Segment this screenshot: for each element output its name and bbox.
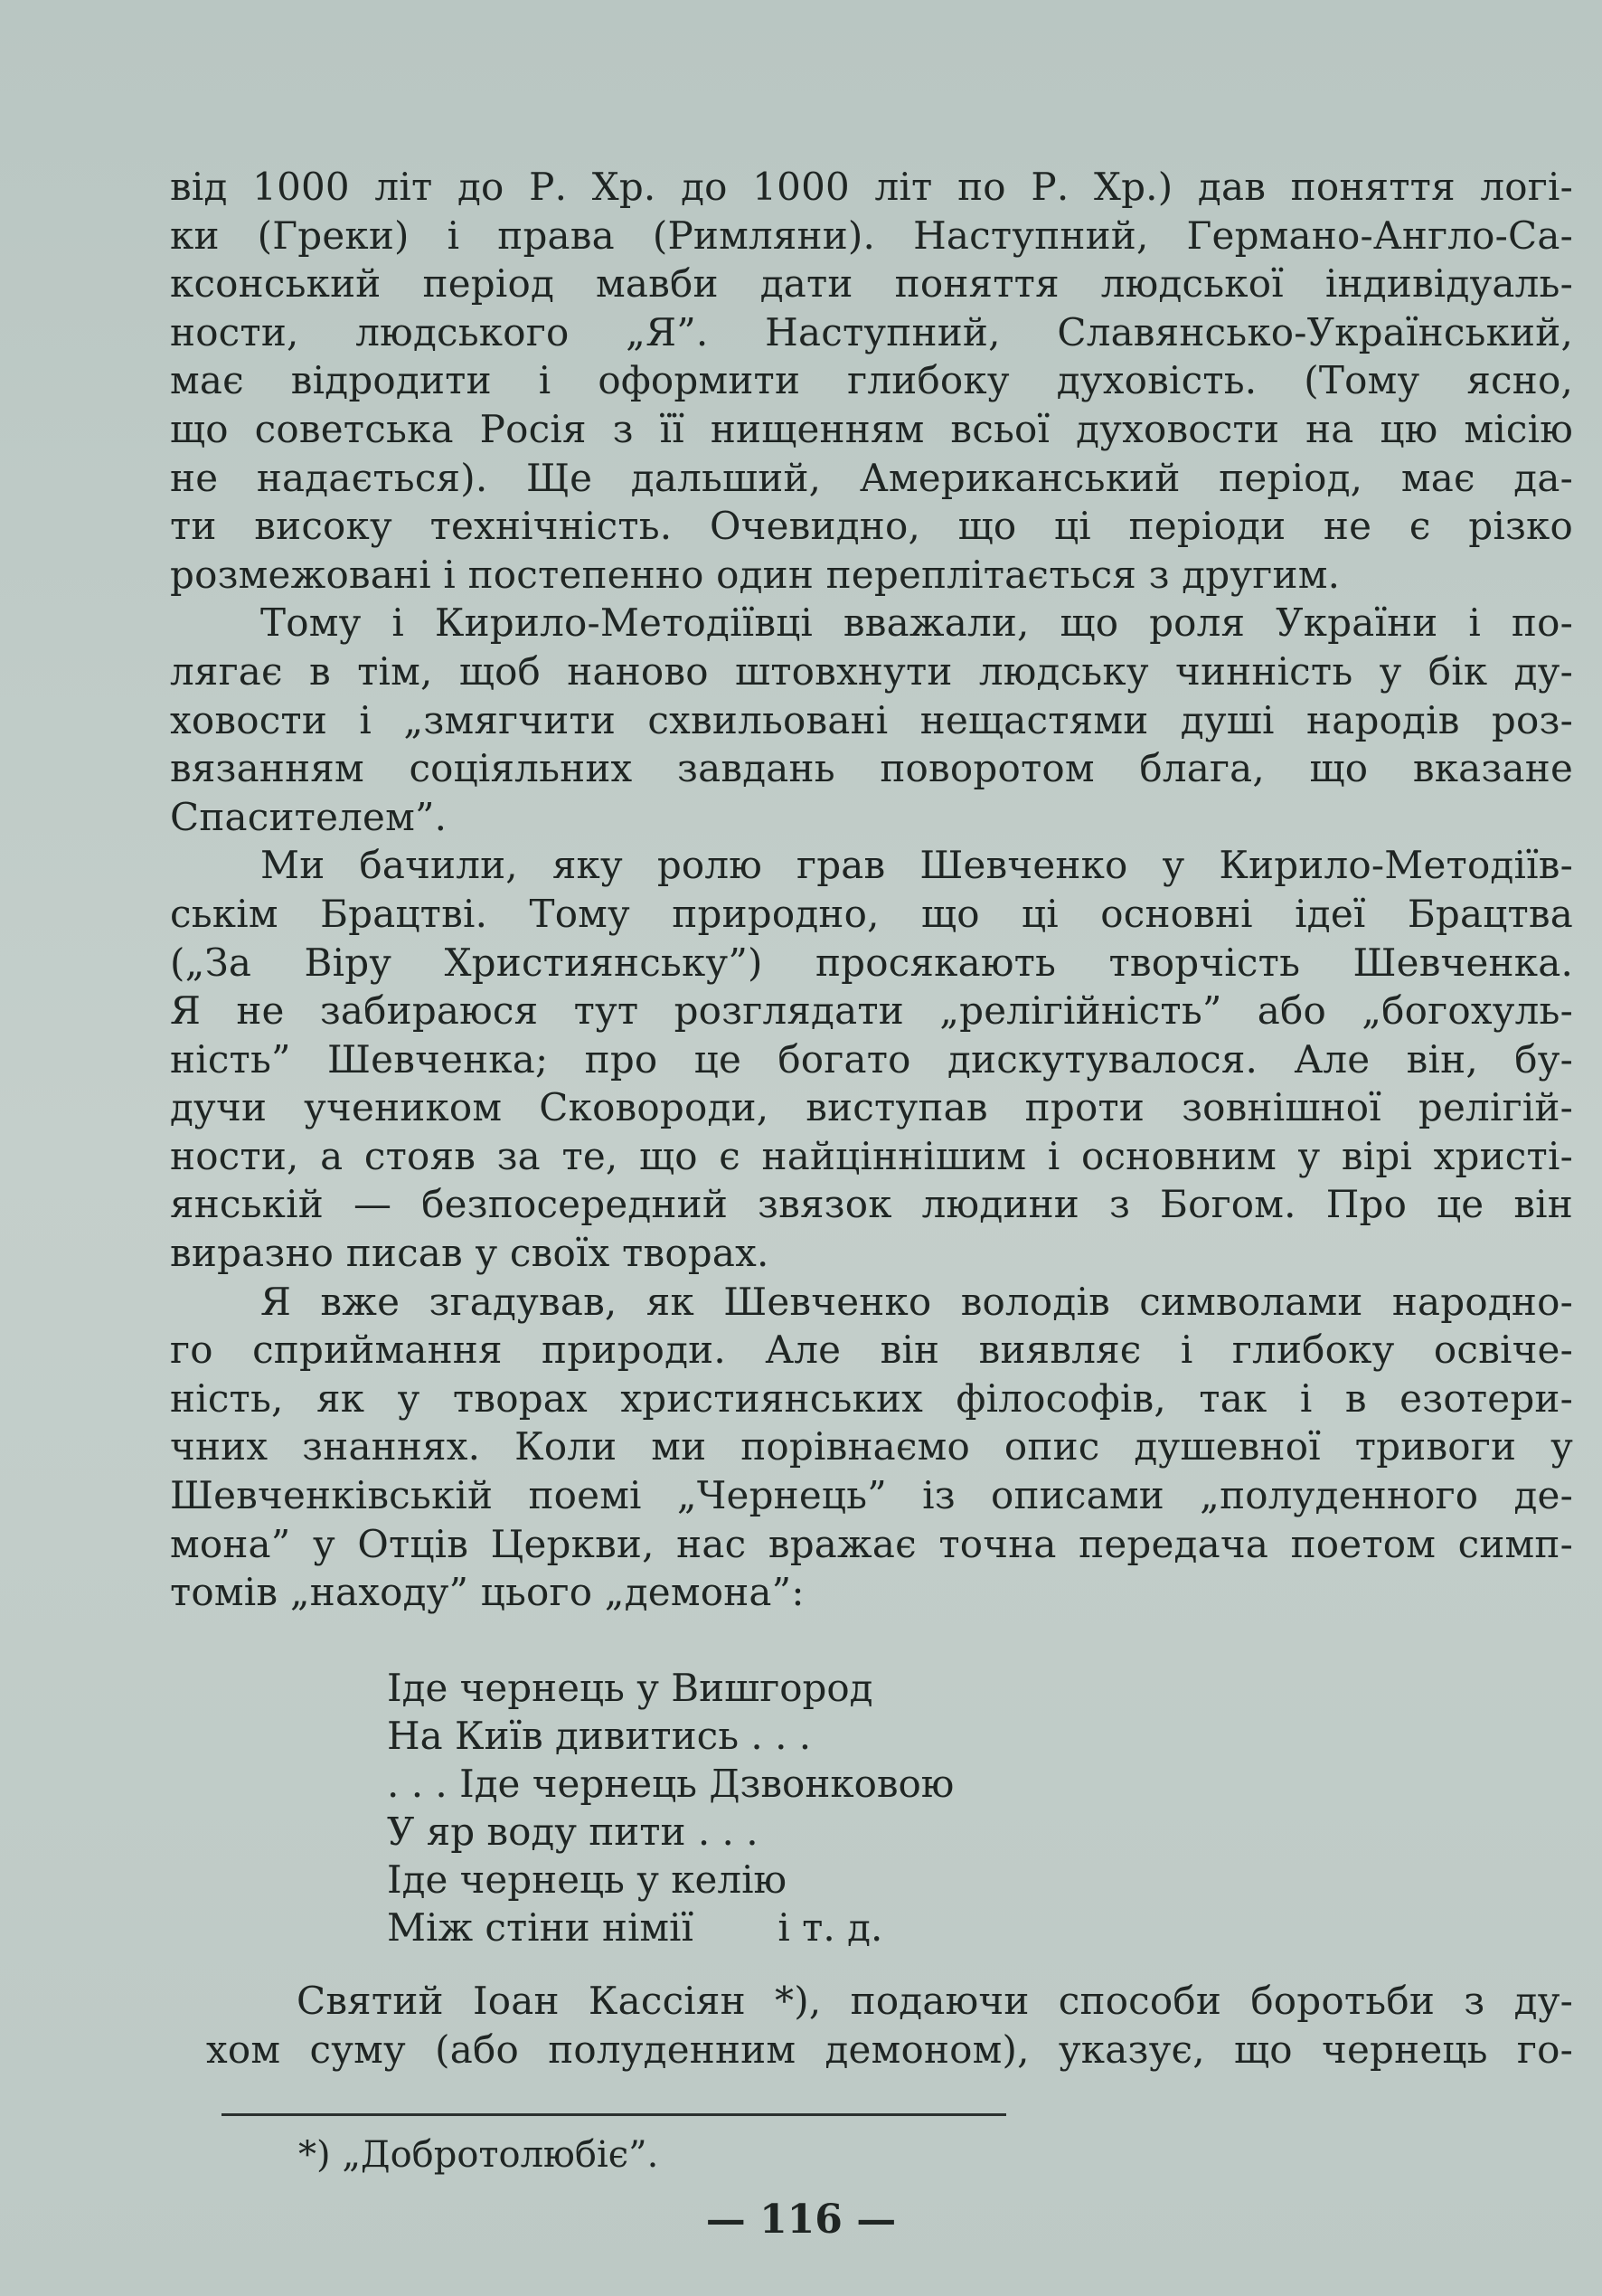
text-line: має відродити і оформити глибоку духовість. (Тому ясно, [170,358,1573,403]
text-line: Тому і Кирило-Методіївці вважали, що роля України і по- [260,600,1573,646]
text-line: ськім Брацтві. Тому природно, що ці основні ідеї Брацтва [170,891,1573,936]
poem-line: У яр воду пити . . . [387,1809,759,1854]
text-line: мона” у Отців Церкви, нас вражає точна передача поетом симп- [170,1521,1573,1566]
text-line: Я вже згадував, як Шевченко володів символами народно- [260,1279,1573,1324]
text-line: го сприймання природи. Але він виявляє і глибоку освіче- [170,1328,1573,1373]
poem-line: . . . Іде чернець Дзвонковою [387,1762,955,1806]
text-line: янській — безпосередний звязок людини з Богом. Про це він [170,1182,1573,1227]
text-line: що советська Росія з її нищенням всьої духовости на цю місію [170,406,1573,451]
poem-line: Іде чернець у Вишгород [387,1666,873,1710]
text-line: Святий Іоан Кассіян *), подаючи способи боротьби з ду- [297,1979,1573,2023]
footnote: *) „Добротолюбіє”. [298,2134,659,2176]
page-number: — 116 — [705,2197,897,2243]
text-line: дучи учеником Сковороди, виступав проти зовнішної релігій- [170,1085,1573,1130]
text-line: розмежовані і постепенно один переплітається з другим. [170,552,1341,597]
text-line: виразно писав у своїх творах. [170,1231,769,1276]
text-line: хом суму (або полуденним демоном), указує, що чернець го- [206,2027,1573,2072]
text-line: ности, людського „Я”. Наступний, Славянсько-Український, [170,309,1573,354]
text-line: томів „находу” цього „демона”: [170,1570,805,1615]
text-line: Ми бачили, яку ролю грав Шевченко у Кирило-Методіїв- [260,843,1573,888]
text-line: („За Віру Християнську”) просякають творчість Шевченка. [170,940,1573,985]
poem-quote [387,1664,954,1951]
text-line: Спасителем”. [170,794,448,839]
after-poem-text [206,1977,1573,2074]
footnote-divider [221,2113,1006,2116]
text-line: Шевченківській поемі „Чернець” із описами „полуденного де- [170,1473,1573,1518]
text-line: не надається). Ще дальший, Американський період, має да- [170,455,1573,500]
poem-line: Між стіни німії і т. д. [387,1905,883,1950]
text-line: лягає в тім, щоб наново штовхнути людську чинність у бік ду- [170,648,1573,694]
text-line: ки (Греки) і права (Римляни). Наступний, Германо-Англо-Са- [170,213,1573,258]
main-text [170,163,1573,1617]
text-line: вязанням соціяльних завдань поворотом блага, що вказане [170,746,1573,791]
text-line: ксонський період мавби дати поняття людської індивідуаль- [170,261,1573,307]
text-line: ність” Шевченка; про це богато дискутувалося. Але він, бу- [170,1036,1573,1082]
text-line: ність, як у творах християнських філософів, так і в езотери- [170,1375,1573,1421]
text-line: чних знаннях. Коли ми порівнаємо опис душевної тривоги у [170,1424,1573,1469]
text-line: Я не забираюся тут розглядати „релігійність” або „богохуль- [170,988,1573,1034]
text-line: від 1000 літ до Р. Хр. до 1000 літ по Р. Хр.) дав поняття логі- [170,165,1573,209]
text-line: ти високу технічність. Очевидно, що ці періоди не є різко [170,504,1573,549]
poem-line: На Київ дивитись . . . [387,1714,812,1758]
text-line: ности, а стояв за те, що є найціннішим і основним у вірі христі- [170,1133,1573,1178]
text-line: ховости і „змягчити схвильовані нещастями душі народів роз- [170,697,1573,742]
poem-line: Іде чернець у келію [387,1857,787,1902]
